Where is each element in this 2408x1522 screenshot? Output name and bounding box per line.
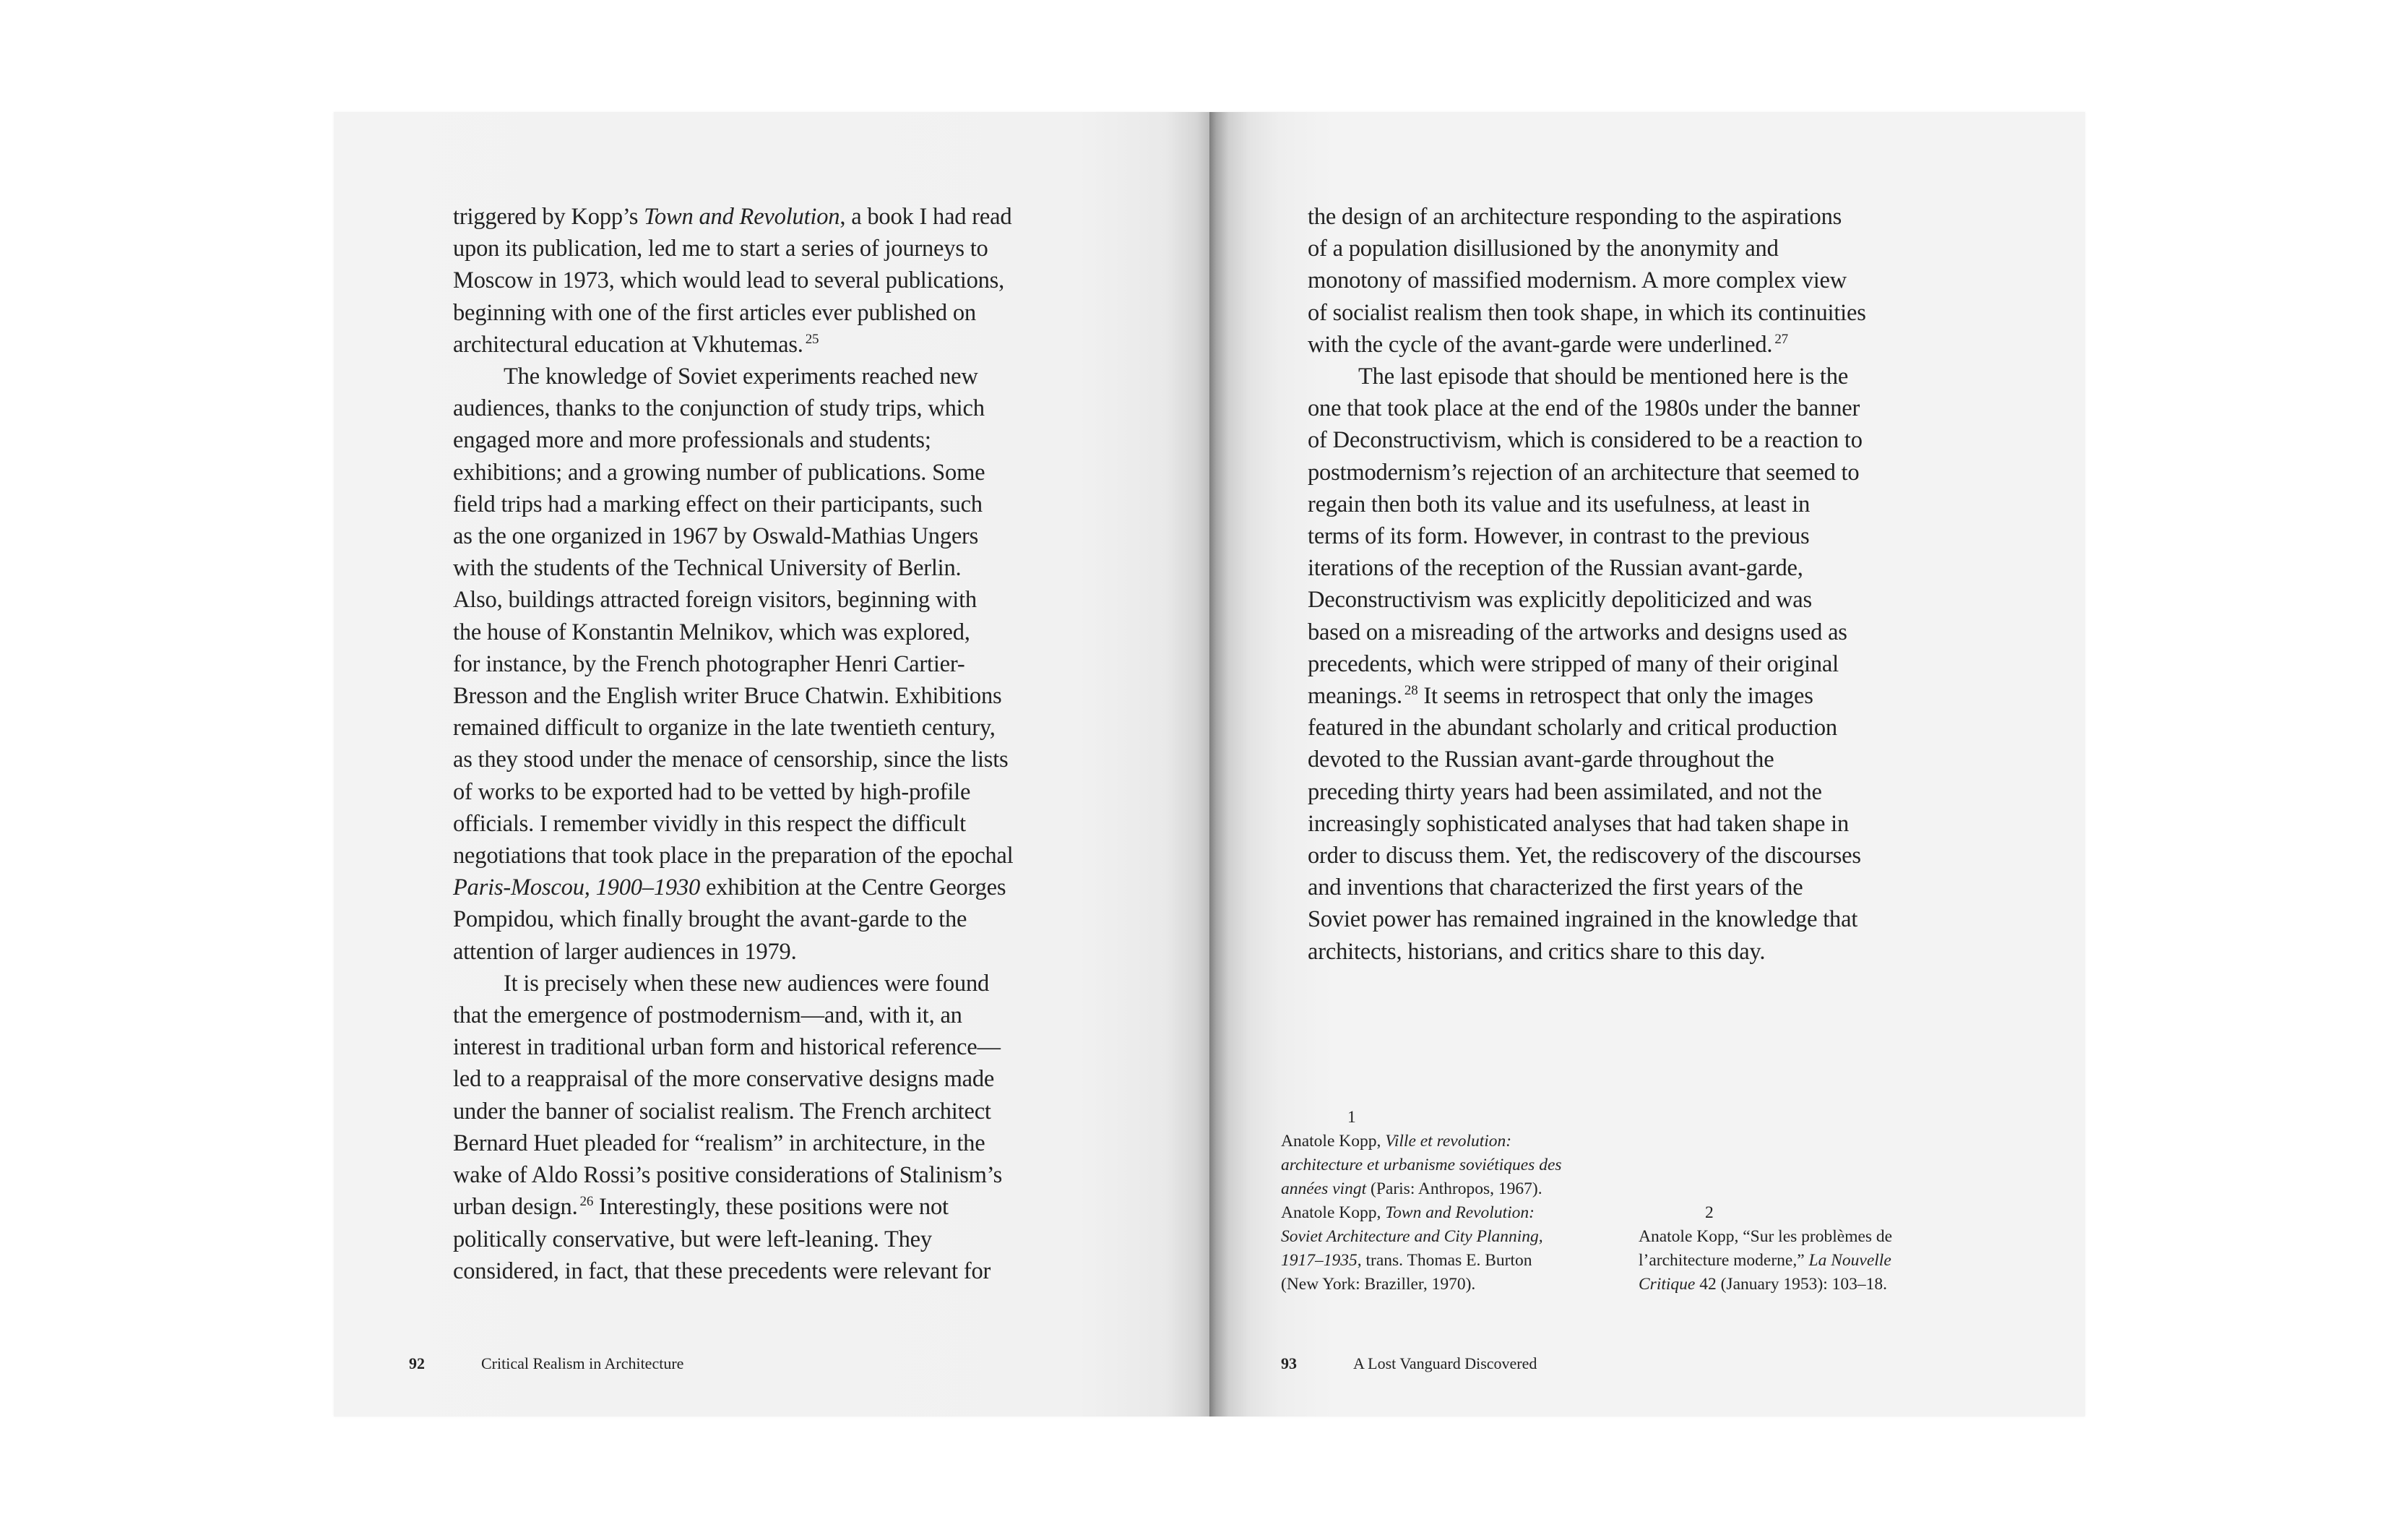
page-number: 93 [1281, 1354, 1297, 1372]
text-line [1308, 329, 1958, 361]
italic-text: Soviet Architecture and City Planning, [1281, 1227, 1543, 1246]
text-run: urban design. [453, 1194, 578, 1221]
left-page [334, 112, 1209, 1416]
text-line [1308, 840, 1958, 872]
text-run: and inventions that characterized the first years of the [1308, 874, 1803, 901]
text-line [453, 968, 1103, 999]
text-line [453, 584, 1103, 616]
text-line [453, 744, 1103, 775]
page-number: 92 [409, 1354, 425, 1372]
note-reference: 27 [1774, 331, 1788, 347]
text-line [453, 712, 1103, 744]
text-run: exhibitions; and a growing number of publications. Some [453, 459, 985, 486]
text-line [1308, 233, 1958, 265]
footnote-1-text [1281, 1130, 1562, 1297]
text-line [1308, 457, 1958, 489]
text-line [453, 233, 1103, 265]
text-line [453, 648, 1103, 680]
text-line [1308, 265, 1958, 296]
text-run: upon its publication, led me to start a series of journeys to [453, 236, 988, 262]
text-run: as the one organized in 1967 by Oswald-Mathias Ungers [453, 523, 979, 550]
text-line [1308, 616, 1958, 648]
text-line [453, 392, 1103, 424]
text-run: Also, buildings attracted foreign visitors, beginning with [453, 587, 977, 614]
text-line [453, 872, 1103, 903]
text-run: the design of an architecture responding to the aspirations [1308, 204, 1842, 230]
note-reference: 28 [1404, 683, 1418, 699]
text-line [1308, 424, 1958, 456]
text-run: with the students of the Technical University of Berlin. [453, 555, 962, 582]
text-line [453, 1127, 1103, 1159]
text-line [453, 616, 1103, 648]
paragraph [1308, 361, 1958, 968]
text-run: Anatole Kopp, [1281, 1132, 1386, 1151]
text-line [1281, 1130, 1562, 1153]
text-line [1308, 520, 1958, 552]
book-spread [334, 112, 2085, 1416]
italic-text: Town and Revolution: [1385, 1203, 1535, 1222]
text-run: led to a reappraisal of the more conservative designs made [453, 1066, 995, 1093]
text-line [453, 680, 1103, 712]
text-line [1308, 648, 1958, 680]
text-run: that the emergence of postmodernism—and, with it, an [453, 1002, 962, 1029]
text-run: officials. I remember vividly in this respect the difficult [453, 810, 966, 837]
text-run: beginning with one of the first articles ever published on [453, 299, 976, 326]
text-run: as they stood under the menace of censorship, since the lists [453, 747, 1009, 773]
text-run: field trips had a marking effect on their participants, such [453, 491, 983, 517]
text-run: of a population disillusioned by the anonymity and [1308, 236, 1779, 262]
text-line [1281, 1177, 1562, 1201]
text-line [453, 552, 1103, 584]
text-run: of Deconstructivism, which is considered to be a reaction to [1308, 427, 1863, 454]
text-run: considered, in fact, that these precedents were relevant for [453, 1257, 991, 1284]
text-run: under the banner of socialist realism. The French architect [453, 1098, 991, 1125]
text-line [1281, 1225, 1562, 1249]
text-line [1308, 584, 1958, 616]
running-title: Critical Realism in Architecture [481, 1354, 684, 1372]
text-line [1308, 936, 1958, 968]
text-run: Moscow in 1973, which would lead to several publications, [453, 267, 1005, 294]
text-run: terms of its form. However, in contrast to the previous [1308, 523, 1810, 550]
text-run: postmodernism’s rejection of an architecture that seemed to [1308, 459, 1860, 486]
paragraph [1308, 201, 1958, 361]
text-run: Anatole Kopp, “Sur les problèmes de [1639, 1227, 1893, 1246]
right-page-footer [1281, 1353, 1537, 1375]
italic-text: 1917–1935 [1281, 1251, 1358, 1270]
text-line [1308, 552, 1958, 584]
text-line [453, 1159, 1103, 1191]
text-line [453, 520, 1103, 552]
text-run: iterations of the reception of the Russian avant-garde, [1308, 555, 1803, 582]
text-line [453, 424, 1103, 456]
text-run: regain then both its value and its usefulness, at least in [1308, 491, 1811, 517]
text-line [1308, 201, 1958, 233]
text-run: , a book I had read [840, 204, 1012, 230]
text-run: It is precisely when these new audiences were found [504, 970, 990, 997]
text-line [453, 265, 1103, 296]
footnote-number: 1 [1347, 1108, 1356, 1127]
text-line [1308, 392, 1958, 424]
text-run: for instance, by the French photographer Henri Cartier- [453, 650, 965, 677]
running-title: A Lost Vanguard Discovered [1353, 1354, 1537, 1372]
text-line [1308, 872, 1958, 903]
italic-text: La Nouvelle [1808, 1251, 1891, 1270]
text-run: triggered by Kopp’s [453, 204, 644, 230]
text-run: politically conservative, but were left-leaning. They [453, 1226, 932, 1252]
text-run: negotiations that took place in the preparation of the epochal [453, 843, 1014, 869]
italic-text: Critique [1639, 1275, 1696, 1294]
text-run: The knowledge of Soviet experiments reached new [504, 364, 978, 390]
text-line [453, 361, 1103, 392]
text-line [1639, 1273, 1892, 1297]
text-run: It seems in retrospect that only the images [1417, 683, 1813, 710]
text-line [1308, 903, 1958, 935]
text-line [1308, 680, 1958, 712]
italic-text: Town and Revolution [644, 204, 840, 230]
right-page [1209, 112, 2085, 1416]
text-line [1308, 489, 1958, 520]
text-line [1308, 744, 1958, 775]
text-run: Anatole Kopp, [1281, 1203, 1386, 1222]
text-run: audiences, thanks to the conjunction of study trips, which [453, 395, 985, 422]
text-run: (Paris: Anthropos, 1967). [1366, 1179, 1542, 1198]
left-page-footer [409, 1353, 683, 1375]
text-run: with the cycle of the avant-garde were underlined. [1308, 331, 1773, 358]
text-line [453, 1191, 1103, 1223]
text-run: interest in traditional urban form and historical reference— [453, 1034, 1001, 1061]
text-line [453, 201, 1103, 233]
note-reference: 26 [579, 1194, 594, 1210]
text-run: devoted to the Russian avant-garde throughout the [1308, 747, 1774, 773]
text-run: of works to be exported had to be vetted by high-profile [453, 778, 971, 805]
text-line [453, 1063, 1103, 1095]
text-run: The last episode that should be mentioned here is the [1358, 364, 1849, 390]
text-line [1308, 776, 1958, 808]
text-run: precedents, which were stripped of many of their original [1308, 650, 1839, 677]
text-line [1308, 361, 1958, 392]
text-run: the house of Konstantin Melnikov, which was explored, [453, 619, 970, 645]
text-run: l’architecture moderne,” [1639, 1251, 1809, 1270]
italic-text: architecture et urbanisme soviétiques des [1281, 1156, 1562, 1174]
text-line [453, 297, 1103, 329]
footnote-1 [1281, 1106, 1562, 1297]
text-run: exhibition at the Centre Georges [700, 874, 1006, 901]
text-run: Bresson and the English writer Bruce Chatwin. Exhibitions [453, 683, 1002, 710]
text-run: increasingly sophisticated analyses that had taken shape in [1308, 810, 1850, 837]
text-run: featured in the abundant scholarly and critical production [1308, 715, 1837, 741]
text-run: of socialist realism then took shape, in which its continuities [1308, 299, 1866, 326]
text-line [1308, 297, 1958, 329]
text-line [453, 840, 1103, 872]
text-run: based on a misreading of the artworks and designs used as [1308, 619, 1847, 645]
text-line [1639, 1225, 1892, 1249]
paragraph [453, 361, 1103, 968]
text-run: meanings. [1308, 683, 1402, 710]
text-line [1281, 1249, 1562, 1273]
text-run: monotony of massified modernism. A more complex view [1308, 267, 1847, 294]
text-line [1308, 712, 1958, 744]
text-run: preceding thirty years had been assimilated, and not the [1308, 778, 1822, 805]
text-run: architects, historians, and critics share to this day. [1308, 938, 1766, 965]
text-line [453, 457, 1103, 489]
text-line [1281, 1273, 1562, 1297]
text-run: Deconstructivism was explicitly depoliticized and was [1308, 587, 1812, 614]
text-line [453, 329, 1103, 361]
text-line [453, 936, 1103, 968]
note-reference: 25 [805, 331, 819, 347]
text-line [1308, 808, 1958, 840]
text-run: engaged more and more professionals and students; [453, 427, 931, 454]
left-page-body-text [453, 201, 1103, 1287]
text-line [453, 1096, 1103, 1127]
text-run: architectural education at Vkhutemas. [453, 331, 803, 358]
text-run: , trans. Thomas E. Burton [1357, 1251, 1532, 1270]
text-line [453, 489, 1103, 520]
italic-text: Ville et revolution: [1385, 1132, 1512, 1151]
footnote-number: 2 [1705, 1203, 1714, 1222]
footnote-2 [1639, 1201, 1892, 1297]
italic-text: Paris-Moscou, 1900–1930 [453, 874, 701, 901]
text-run: order to discuss them. Yet, the rediscovery of the discourses [1308, 843, 1861, 869]
right-page-body-text [1308, 201, 1958, 968]
text-run: 42 (January 1953): 103–18. [1695, 1275, 1887, 1294]
text-line [453, 1255, 1103, 1287]
text-run: attention of larger audiences in 1979. [453, 938, 797, 965]
text-line [453, 903, 1103, 935]
text-line [453, 808, 1103, 840]
text-run: wake of Aldo Rossi’s positive considerations of Stalinism’s [453, 1162, 1003, 1189]
text-run: remained difficult to organize in the late twentieth century, [453, 715, 996, 741]
text-run: Interestingly, these positions were not [593, 1194, 949, 1221]
text-line [453, 1031, 1103, 1063]
text-run: Pompidou, which finally brought the avant-garde to the [453, 906, 967, 933]
text-line [453, 999, 1103, 1031]
paragraph [453, 968, 1103, 1287]
text-line [1639, 1249, 1892, 1273]
text-run: (New York: Braziller, 1970). [1281, 1275, 1476, 1294]
paragraph [453, 201, 1103, 361]
text-line [1281, 1153, 1562, 1177]
text-line [453, 1224, 1103, 1255]
footnote-2-text [1639, 1225, 1892, 1297]
italic-text: années vingt [1281, 1179, 1367, 1198]
text-line [453, 776, 1103, 808]
text-line [1281, 1201, 1562, 1225]
text-run: Soviet power has remained ingrained in the knowledge that [1308, 906, 1858, 933]
text-run: Bernard Huet pleaded for “realism” in architecture, in the [453, 1130, 985, 1156]
text-run: one that took place at the end of the 1980s under the banner [1308, 395, 1860, 422]
